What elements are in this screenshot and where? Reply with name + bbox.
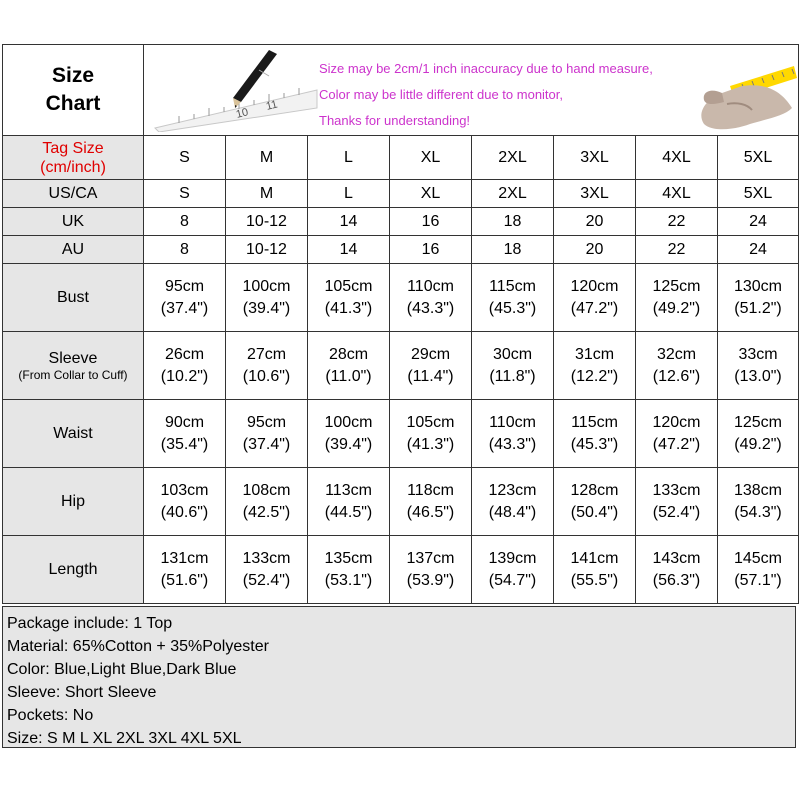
table-cell: 118cm (46.5") [390, 468, 472, 536]
measuring-tape-hand-icon [642, 58, 797, 130]
table-cell: 33cm (13.0") [718, 332, 799, 400]
table-cell: 108cm (42.5") [226, 468, 308, 536]
table-cell: 139cm (54.7") [472, 536, 554, 604]
tag-size-row [3, 136, 799, 180]
table-cell: L [308, 180, 390, 208]
product-info-line: Material: 65%Cotton + 35%Polyester [7, 638, 269, 655]
row-label: UK [3, 208, 144, 236]
table-cell: 123cm (48.4") [472, 468, 554, 536]
table-cell: 115cm (45.3") [472, 264, 554, 332]
au-row [3, 236, 799, 264]
notice-line: Size may be 2cm/1 inch inaccuracy due to hand measure, [319, 61, 653, 76]
table-cell: 16 [390, 208, 472, 236]
table-cell: S [144, 180, 226, 208]
table-cell: 141cm (55.5") [554, 536, 636, 604]
table-cell: 18 [472, 236, 554, 264]
tag-size-label: Tag Size (cm/inch) [3, 136, 144, 180]
table-cell: 110cm (43.3") [390, 264, 472, 332]
table-cell: 10-12 [226, 236, 308, 264]
table-cell: 130cm (51.2") [718, 264, 799, 332]
table-cell: 103cm (40.6") [144, 468, 226, 536]
waist-row [3, 400, 799, 468]
product-info-line: Size: S M L XL 2XL 3XL 4XL 5XL [7, 730, 242, 747]
table-cell: 125cm (49.2") [718, 400, 799, 468]
table-cell: 131cm (51.6") [144, 536, 226, 604]
length-row [3, 536, 799, 604]
size-cell: 2XL [472, 136, 554, 180]
table-cell: 22 [636, 236, 718, 264]
table-cell: 95cm (37.4") [144, 264, 226, 332]
table-cell: 120cm (47.2") [636, 400, 718, 468]
table-cell: 26cm (10.2") [144, 332, 226, 400]
table-cell: 24 [718, 236, 799, 264]
table-cell: 145cm (57.1") [718, 536, 799, 604]
notice-text [319, 56, 653, 134]
header-row [3, 45, 799, 136]
row-label: Waist [3, 400, 144, 468]
table-cell: 133cm (52.4") [636, 468, 718, 536]
notice-line: Color may be little different due to monitor, [319, 87, 563, 102]
product-info-line: Color: Blue,Light Blue,Dark Blue [7, 661, 237, 678]
size-cell: 4XL [636, 136, 718, 180]
table-cell: 8 [144, 236, 226, 264]
row-sublabel: (From Collar to Cuff) [18, 367, 128, 382]
size-cell: M [226, 136, 308, 180]
size-chart-title: Size Chart [3, 45, 144, 136]
table-cell: 110cm (43.3") [472, 400, 554, 468]
row-label: Bust [3, 264, 144, 332]
table-cell: 143cm (56.3") [636, 536, 718, 604]
table-cell: 2XL [472, 180, 554, 208]
table-cell: 115cm (45.3") [554, 400, 636, 468]
notice-banner [144, 45, 799, 136]
table-cell: 10-12 [226, 208, 308, 236]
table-cell: 100cm (39.4") [226, 264, 308, 332]
table-cell: 128cm (50.4") [554, 468, 636, 536]
row-label: Length [3, 536, 144, 604]
size-cell: XL [390, 136, 472, 180]
table-cell: 27cm (10.6") [226, 332, 308, 400]
table-cell: 5XL [718, 180, 799, 208]
hip-row [3, 468, 799, 536]
table-cell: 105cm (41.3") [308, 264, 390, 332]
table-cell: 14 [308, 236, 390, 264]
table-cell: 22 [636, 208, 718, 236]
table-cell: 18 [472, 208, 554, 236]
size-cell: L [308, 136, 390, 180]
row-label: Hip [3, 468, 144, 536]
bust-row [3, 264, 799, 332]
size-cell: 3XL [554, 136, 636, 180]
sleeve-row [3, 332, 799, 400]
table-cell: 138cm (54.3") [718, 468, 799, 536]
pencil-ruler-icon [149, 50, 319, 132]
table-cell: 29cm (11.4") [390, 332, 472, 400]
table-cell: 8 [144, 208, 226, 236]
table-cell: 3XL [554, 180, 636, 208]
table-cell: 4XL [636, 180, 718, 208]
uk-row [3, 208, 799, 236]
table-cell: 137cm (53.9") [390, 536, 472, 604]
table-cell: 113cm (44.5") [308, 468, 390, 536]
table-cell: 90cm (35.4") [144, 400, 226, 468]
row-label: Sleeve (From Collar to Cuff) [3, 332, 144, 400]
table-cell: 32cm (12.6") [636, 332, 718, 400]
table-cell: 31cm (12.2") [554, 332, 636, 400]
product-info-box [2, 606, 796, 748]
table-cell: 125cm (49.2") [636, 264, 718, 332]
table-cell: 95cm (37.4") [226, 400, 308, 468]
notice-line: Thanks for understanding! [319, 113, 471, 128]
table-cell: 24 [718, 208, 799, 236]
table-cell: 28cm (11.0") [308, 332, 390, 400]
product-info-line: Sleeve: Short Sleeve [7, 684, 157, 701]
table-cell: 105cm (41.3") [390, 400, 472, 468]
size-chart-table [2, 44, 799, 604]
us-ca-row [3, 180, 799, 208]
table-cell: XL [390, 180, 472, 208]
product-info-line: Pockets: No [7, 707, 94, 724]
table-cell: M [226, 180, 308, 208]
table-cell: 20 [554, 236, 636, 264]
table-cell: 120cm (47.2") [554, 264, 636, 332]
table-cell: 30cm (11.8") [472, 332, 554, 400]
table-cell: 16 [390, 236, 472, 264]
product-info-line: Package include: 1 Top [7, 615, 173, 632]
row-label: AU [3, 236, 144, 264]
table-cell: 20 [554, 208, 636, 236]
size-cell: S [144, 136, 226, 180]
table-cell: 100cm (39.4") [308, 400, 390, 468]
ruler-number: 11 [264, 98, 279, 113]
ruler-number: 10 [234, 106, 250, 121]
table-cell: 133cm (52.4") [226, 536, 308, 604]
size-cell: 5XL [718, 136, 799, 180]
table-cell: 135cm (53.1") [308, 536, 390, 604]
row-label: US/CA [3, 180, 144, 208]
table-cell: 14 [308, 208, 390, 236]
